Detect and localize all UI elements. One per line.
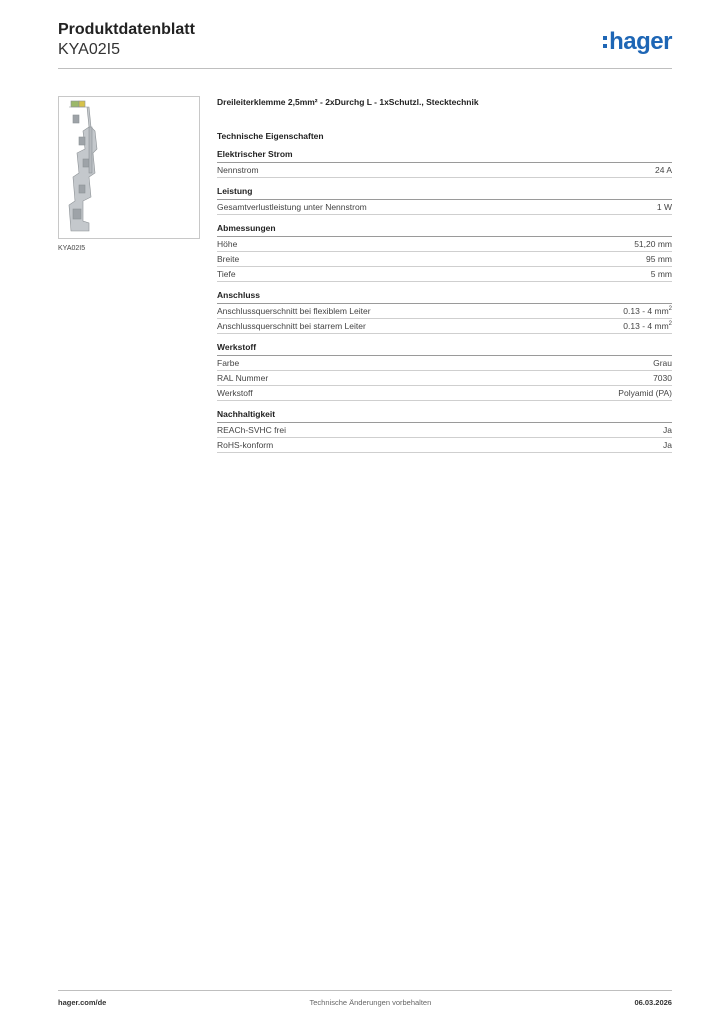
property-label: RoHS-konform <box>217 440 274 450</box>
property-group-dimensions <box>217 223 672 282</box>
property-label: Tiefe <box>217 269 236 279</box>
group-title: Anschluss <box>217 290 672 304</box>
unit-superscript: 2 <box>668 306 672 313</box>
property-group-power <box>217 186 672 215</box>
property-label: Höhe <box>217 239 238 249</box>
footer-website-link[interactable]: hager.com/de <box>58 998 107 1007</box>
product-details <box>217 95 672 461</box>
property-row <box>217 163 672 178</box>
property-value: 7030 <box>653 373 672 383</box>
property-group-material <box>217 342 672 401</box>
property-group-electric-current <box>217 149 672 178</box>
group-title: Abmessungen <box>217 223 672 237</box>
document-title: Produktdatenblatt <box>58 21 195 38</box>
document-header <box>58 20 195 60</box>
group-title: Elektrischer Strom <box>217 149 672 163</box>
property-row <box>217 200 672 215</box>
property-value: Grau <box>653 358 672 368</box>
footer-note: Technische Änderungen vorbehalten <box>309 998 432 1007</box>
logo-dots <box>603 36 607 48</box>
product-description: Dreileiterklemme 2,5mm² - 2xDurchg L - 1xSchutzl., Stecktechnik <box>217 97 479 107</box>
property-value: 0.13 - 4 mm <box>623 321 669 331</box>
property-label: Werkstoff <box>217 388 253 398</box>
property-row <box>217 237 672 252</box>
property-value: 5 mm <box>650 269 672 279</box>
property-value-wrap <box>623 304 672 318</box>
image-caption: KYA02I5 <box>58 245 86 252</box>
terminal-block-illustration <box>59 97 199 238</box>
property-label: REACh-SVHC frei <box>217 425 286 435</box>
section-heading: Technische Eigenschaften <box>217 131 324 141</box>
property-label: Nennstrom <box>217 165 259 175</box>
property-row <box>217 319 672 334</box>
property-group-sustainability <box>217 409 672 453</box>
property-row <box>217 423 672 438</box>
product-image <box>58 96 200 239</box>
unit-superscript: 2 <box>668 321 672 328</box>
group-title: Werkstoff <box>217 342 672 356</box>
property-group-connection <box>217 290 672 334</box>
logo-text: hager <box>609 28 672 55</box>
property-label: RAL Nummer <box>217 373 269 383</box>
property-value: 95 mm <box>646 254 672 264</box>
property-value: 0.13 - 4 mm <box>623 306 669 316</box>
property-label: Anschlussquerschnitt bei starrem Leiter <box>217 321 366 331</box>
page-footer <box>58 998 672 1007</box>
property-label: Farbe <box>217 358 240 368</box>
property-row <box>217 304 672 319</box>
property-row <box>217 356 672 371</box>
property-value: Ja <box>663 440 672 450</box>
property-value: 51,20 mm <box>634 239 672 249</box>
property-row <box>217 252 672 267</box>
property-row <box>217 386 672 401</box>
property-value: Ja <box>663 425 672 435</box>
property-label: Anschlussquerschnitt bei flexiblem Leiter <box>217 306 371 316</box>
property-row <box>217 267 672 282</box>
property-row <box>217 438 672 453</box>
hager-logo <box>603 30 672 54</box>
group-title: Nachhaltigkeit <box>217 409 672 423</box>
article-number: KYA02I5 <box>58 41 120 58</box>
footer-divider <box>58 990 672 991</box>
header-divider <box>58 68 672 69</box>
property-label: Gesamtverlustleistung unter Nennstrom <box>217 202 367 212</box>
property-value: 1 W <box>656 202 672 212</box>
property-value-wrap <box>623 319 672 333</box>
footer-date: 06.03.2026 <box>634 998 672 1007</box>
property-label: Breite <box>217 254 240 264</box>
property-value: 24 A <box>654 165 672 175</box>
property-row <box>217 371 672 386</box>
property-value: Polyamid (PA) <box>618 388 672 398</box>
group-title: Leistung <box>217 186 672 200</box>
